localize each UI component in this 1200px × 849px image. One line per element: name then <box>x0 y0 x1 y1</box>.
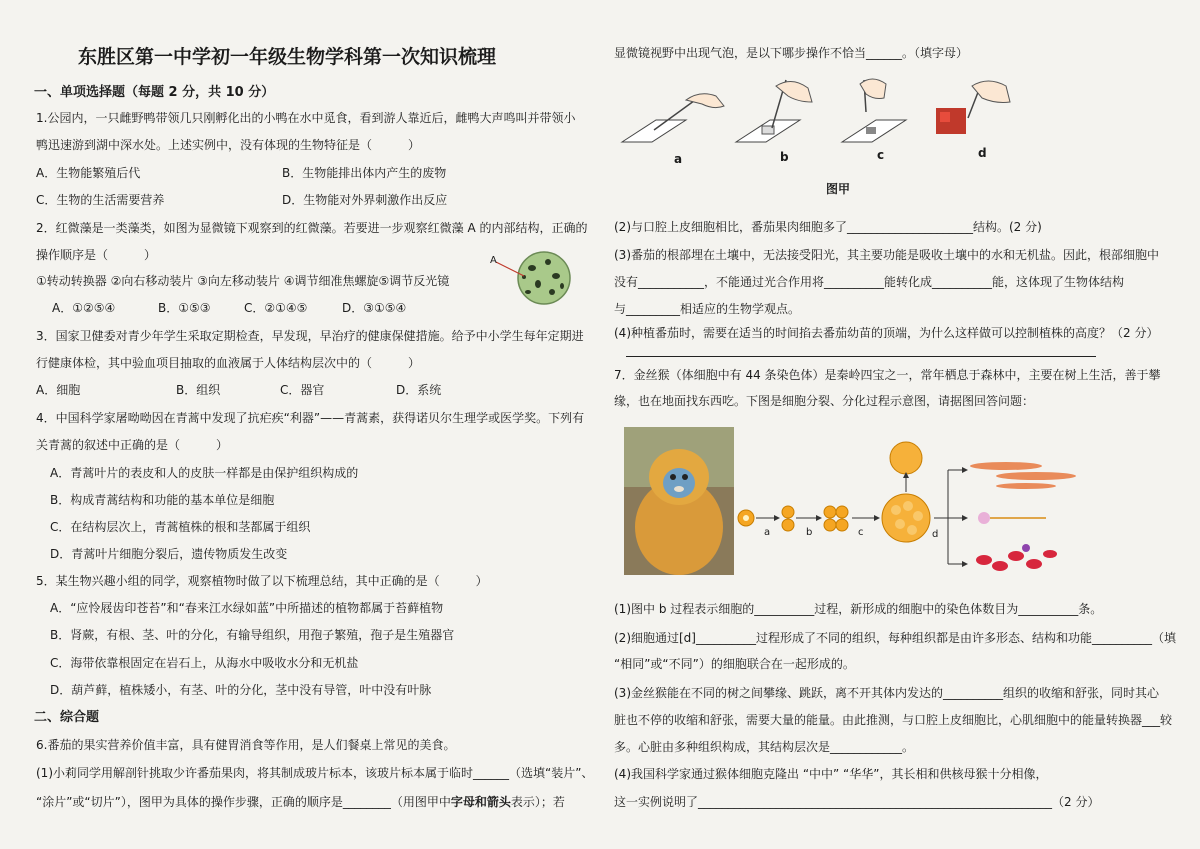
q6-part4: (4)种植番茄时，需要在适当的时间掐去番茄幼苗的顶端，为什么这样做可以控制植株的高度？（2 分） <box>614 326 1159 340</box>
q2-option-d: D．③①⑤④ <box>342 301 407 315</box>
q7-part3-line3: 多。心脏由多种组织构成，其结构层次是____________。 <box>614 740 915 754</box>
q6-part4-answer-line <box>626 356 1096 357</box>
q6-intro: 6.番茄的果实营养价值丰富，具有健胃消食等作用，是人们餐桌上常见的美食。 <box>36 738 456 752</box>
q4-option-d: D．青蒿叶片细胞分裂后，遗传物质发生改变 <box>50 547 288 561</box>
q3-line1: 3．国家卫健委对青少年学生采取定期检查，早发现，早治疗的健康保健措施。给予中小学生每年定期进 <box>36 329 584 343</box>
right-column <box>612 0 1182 849</box>
fig-label-b: b <box>780 150 789 164</box>
q1-option-b: B．生物能排出体内产生的废物 <box>282 166 447 180</box>
fig-label-c: c <box>877 148 885 162</box>
step-a-drawing <box>622 94 724 142</box>
q2-option-a: A．①②⑤④ <box>52 301 116 315</box>
q6-part3-line3: 与_________相适应的生物学观点。 <box>614 302 801 316</box>
section-1-heading: 一、单项选择题（每题 2 分，共 10 分） <box>34 85 275 100</box>
q2-line2: 操作顺序是（ ） <box>36 248 157 262</box>
q1-option-c: C．生物的生活需要营养 <box>36 193 165 207</box>
section-2-heading: 二、综合题 <box>34 710 100 725</box>
q5-line1: 5．某生物兴趣小组的同学，观察植物时做了以下梳理总结，其中正确的是（ ） <box>36 574 488 588</box>
q7-line1: 7．金丝猴（体细胞中有 44 条染色体）是秦岭四宝之一，常年栖息于森林中，主要在树上生活，善于攀 <box>614 368 1161 382</box>
q4-option-b: B．构成青蒿结构和功能的基本单位是细胞 <box>50 493 275 507</box>
q6-part3-line1: (3)番茄的根部埋在土壤中，无法接受阳光，其主要功能是吸收土壤中的水和无机盐。因此，根部细胞中 <box>614 248 1160 262</box>
red-algae-microscope-image <box>488 248 588 306</box>
q2-label-a: A <box>490 255 497 266</box>
figure-jia-caption: 图甲 <box>826 182 851 196</box>
flow-label-c: c <box>858 527 864 538</box>
q7-part3-line1: (3)金丝猴能在不同的树之间攀缘、跳跃，离不开其体内发达的__________组织的收缩和舒张，同时其心 <box>614 686 1160 700</box>
q4-line2: 关青蒿的叙述中正确的是（ ） <box>36 438 229 452</box>
q1-option-d: D．生物能对外界刺激作出反应 <box>282 193 448 207</box>
q7-part3-line2: 脏也不停的收缩和舒张，需要大量的能量。由此推测，与口腔上皮细胞比，心肌细胞中的能量转换器___较 <box>614 713 1173 727</box>
q7-part1: (1)图中 b 过程表示细胞的__________过程，新形成的细胞中的染色体数目为__________条。 <box>614 602 1103 616</box>
q1-line2: 鸭迅速游到湖中深水处。上述实例中，没有体现的生物特征是（ ） <box>36 138 421 152</box>
q3-option-d: D．系统 <box>396 383 442 397</box>
q3-line2: 行健康体检，其中验血项目抽取的血液属于人体结构层次中的（ ） <box>36 356 421 370</box>
q7-part4-line2: 这一实例说明了___________________________________________________________（2 分） <box>614 795 1100 809</box>
q2-option-b: B．①⑤③ <box>158 301 211 315</box>
q1-option-a: A．生物能繁殖后代 <box>36 166 141 180</box>
q4-option-c: C．在结构层次上，青蒿植株的根和茎都属于组织 <box>50 520 311 534</box>
q7-line2: 缘，也在地面找东西吃。下图是细胞分裂、分化过程示意图，请据图回答问题： <box>614 394 1035 408</box>
flow-label-b: b <box>806 527 813 538</box>
q5-option-d: D．葫芦藓，植株矮小，有茎、叶的分化，茎中没有导管，叶中没有叶脉 <box>50 683 432 697</box>
q6-part3-line2: 没有___________，不能通过光合作用将__________能转化成__________能，这体现了生物体结构 <box>614 275 1125 289</box>
cell-division-diagram <box>736 436 1096 582</box>
flow-label-d: d <box>932 529 939 540</box>
step-c-drawing <box>842 79 906 142</box>
q7-part2-line2: “相同”或“不同”）的细胞联合在一起形成的。 <box>614 657 855 671</box>
page-title: 东胜区第一中学初一年级生物学科第一次知识梳理 <box>78 46 497 68</box>
q3-option-b: B．组织 <box>176 383 221 397</box>
fig-label-a: a <box>674 152 683 166</box>
step-b-drawing <box>736 80 812 142</box>
q6-part1-line2: “涂片”或“切片”），图甲为具体的操作步骤，正确的顺序是________（用图甲中字母和箭头表示）；若 <box>36 795 565 809</box>
fig-label-d: d <box>978 146 987 160</box>
q6-part1-line1: (1)小莉同学用解剖针挑取少许番茄果肉，将其制成玻片标本，该玻片标本属于临时______（选填“装片”、 <box>36 766 594 780</box>
q4-option-a: A．青蒿叶片的表皮和人的皮肤一样都是由保护组织构成的 <box>50 466 359 480</box>
q1-line1: 1.公园内，一只雌野鸭带领几只刚孵化出的小鸭在水中觅食，看到游人靠近后，雌鸭大声鸣叫并带领小 <box>36 111 576 125</box>
q5-option-c: C．海带依靠根固定在岩石上，从海水中吸收水分和无机盐 <box>50 656 359 670</box>
q6-emphasis: 字母和箭头 <box>450 795 511 809</box>
q6-part1-line3: 显微镜视野中出现气泡，是以下哪步操作不恰当______。（填字母） <box>614 46 969 60</box>
q7-part4-line1: (4)我国科学家通过猴体细胞克隆出 “中中” “华华”，其长相和供核母猴十分相像， <box>614 767 1048 781</box>
flow-label-a: a <box>764 527 771 538</box>
q2-option-c: C．②①④⑤ <box>244 301 308 315</box>
q2-steps: ①转动转换器 ②向右移动装片 ③向左移动装片 ④调节细准焦螺旋⑤调节反光镜 <box>36 274 450 288</box>
q7-part2-line1: (2)细胞通过[d]__________过程形成了不同的组织，每种组织都是由许多形态、结构和功能__________（填 <box>614 631 1176 645</box>
q5-option-b: B．肾蕨，有根、茎、叶的分化，有输导组织，用孢子繁殖，孢子是生殖器官 <box>50 628 455 642</box>
q6-part2: (2)与口腔上皮细胞相比，番茄果肉细胞多了_____________________结构。(2 分) <box>614 220 1042 234</box>
q4-line1: 4．中国科学家屠呦呦因在青蒿中发现了抗疟疾“利器”——青蒿素，获得诺贝尔生理学或医学奖。下列有 <box>36 411 585 425</box>
step-d-drawing <box>936 81 1010 134</box>
golden-monkey-photo <box>624 427 734 575</box>
q3-option-c: C．器官 <box>280 383 325 397</box>
left-column <box>30 0 594 849</box>
q3-option-a: A．细胞 <box>36 383 81 397</box>
q2-line1: 2．红微藻是一类藻类，如图为显微镜下观察到的红微藻。若要进一步观察红微藻 A 的内部结构，正确的 <box>36 221 588 235</box>
q5-option-a: A．“应怜屐齿印苍苔”和“春来江水绿如蓝”中所描述的植物都属于苔藓植物 <box>50 601 444 615</box>
